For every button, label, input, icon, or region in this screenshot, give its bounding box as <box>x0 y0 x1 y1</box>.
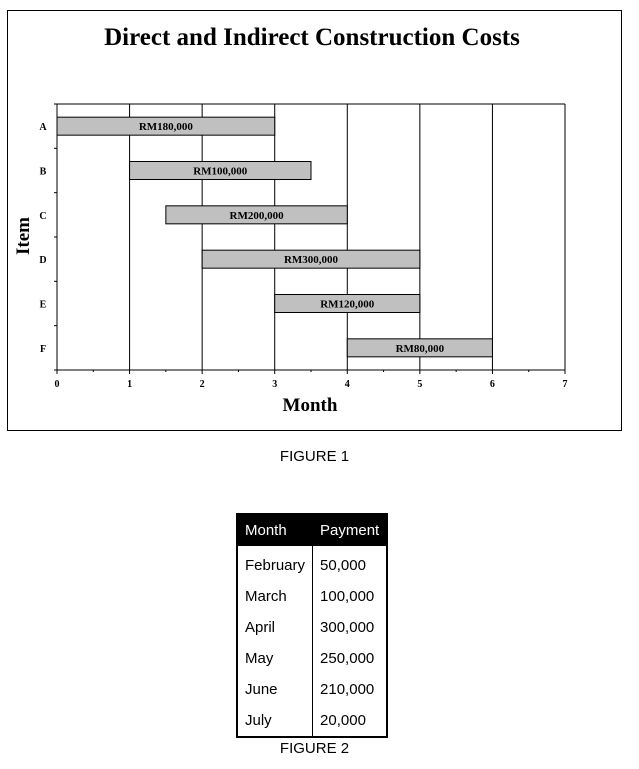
x-tick-label: 7 <box>562 379 568 390</box>
x-tick-label: 0 <box>54 379 60 390</box>
table-row <box>237 581 387 612</box>
bar-value-label: RM100,000 <box>193 165 248 178</box>
y-tick-label: C <box>39 210 47 222</box>
bar-value-label: RM300,000 <box>283 254 339 267</box>
y-tick-label: E <box>39 299 47 311</box>
table-row <box>237 643 387 674</box>
y-tick-label: D <box>39 255 47 267</box>
x-tick-label: 2 <box>199 379 205 390</box>
figure-1-caption: FIGURE 1 <box>279 448 350 465</box>
table-header-row <box>237 514 387 546</box>
payment-cell: 250,000 <box>320 650 375 667</box>
x-tick-label: 5 <box>417 379 423 390</box>
y-tick-label: B <box>39 166 47 178</box>
payment-cell: 300,000 <box>320 619 375 636</box>
x-tick-label: 6 <box>489 379 495 390</box>
column-header-month: Month <box>237 514 313 546</box>
bar-value-label: RM120,000 <box>320 298 375 311</box>
figure-2-caption: FIGURE 2 <box>279 740 350 757</box>
month-cell: June <box>237 674 313 705</box>
table-row <box>237 612 387 643</box>
y-tick-label: F <box>39 343 47 355</box>
payment-cell: 20,000 <box>320 712 366 729</box>
table-row <box>237 546 387 581</box>
bar-value-label: RM200,000 <box>229 209 284 222</box>
month-cell: March <box>237 581 313 612</box>
x-tick-label: 1 <box>127 379 133 390</box>
y-tick-label: A <box>39 122 47 134</box>
x-tick-label: 4 <box>344 379 350 390</box>
month-cell: July <box>237 705 313 737</box>
payment-cell: 210,000 <box>320 681 375 698</box>
table-row <box>237 674 387 705</box>
column-header-payment: Payment <box>313 514 388 546</box>
bar-value-label: RM80,000 <box>395 342 445 355</box>
y-axis-label: Item <box>13 217 34 255</box>
payment-cell: 100,000 <box>320 588 375 605</box>
x-tick-label: 3 <box>272 379 278 390</box>
table-row <box>237 705 387 737</box>
x-axis-label: Month <box>282 395 338 416</box>
payment-table <box>236 513 388 738</box>
month-cell: April <box>237 612 313 643</box>
month-cell: May <box>237 643 313 674</box>
payment-cell: 50,000 <box>320 557 366 574</box>
month-cell: February <box>237 546 313 581</box>
chart-title: Direct and Indirect Construction Costs <box>104 24 520 51</box>
bar-value-label: RM180,000 <box>138 121 193 134</box>
